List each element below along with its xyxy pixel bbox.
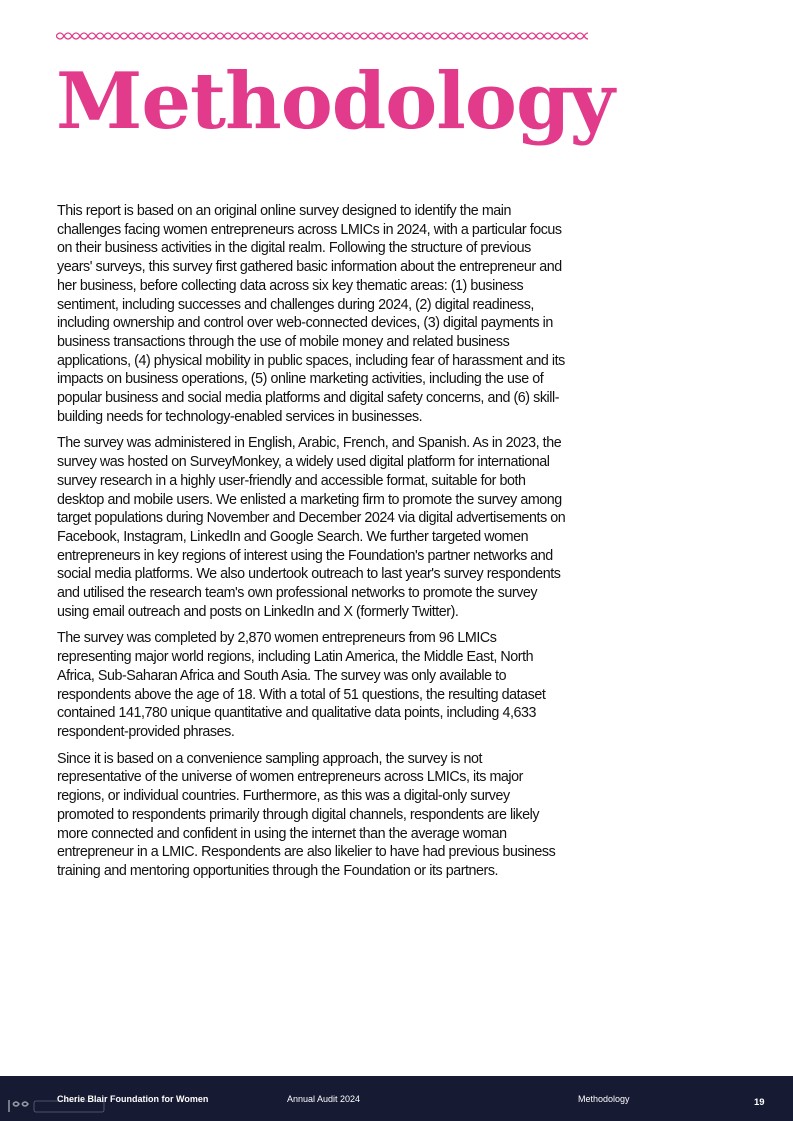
page-title: Methodology [56,56,614,147]
body-text [57,202,569,889]
footer-organization: Cherie Blair Foundation for Women [57,1094,209,1104]
decorative-wave-line [56,28,588,44]
footer-section-name: Methodology [578,1094,630,1104]
page-footer [0,1076,793,1121]
paragraph-limitations: Since it is based on a convenience sampling approach, the survey is not representative of the universe of women entrepreneurs across LMICs, its major regions, or individual countries. Furthermore, as this was a digital-only survey promoted to respondents primarily through digital channels, respondents are likely more connected and confident in using the internet than the average woman entrepreneur in a LMIC. Respondents are also likelier to have had previous business training and mentoring opportunities through the Foundation or its partners. [57,750,556,879]
paragraph-survey-design: This report is based on an original online survey designed to identify the main challenges facing women entrepreneurs across LMICs in 2024, with a particular focus on their business activities in the digital realm. Following the structure of previous years' surveys, this survey first gathered basic information about the entrepreneur and her business, before collecting data across six key thematic areas: (1) business sentiment, including successes and challenges during 2024, (2) digital readiness, including ownership and control over web-connected devices, (3) digital payments in business transactions through the use of mobile money and related business applications, (4) physical mobility in public spaces, including fear of harassment and its impacts on business operations, (5) online marketing activities, including the use of popular business and social media platforms and digital safety concerns, and (6) skill-building needs for technology-enabled services in businesses. [57,203,565,425]
paragraph-administration: The survey was administered in English, Arabic, French, and Spanish. As in 2023, the survey was hosted on SurveyMonkey, a widely used digital platform for international survey research in a highly user-friendly and accessible format, suitable for both desktop and mobile users. We enlisted a marketing firm to promote the survey among target populations during November and December 2024 via digital advertisements on Facebook, Instagram, LinkedIn and Google Search. We further targeted women entrepreneurs in key regions of interest using the Foundation's partner networks and social media platforms. We also undertook outreach to last year's survey respondents and utilised the research team's own professional networks to promote the survey using email outreach and posts on LinkedIn and X (formerly Twitter). [57,435,566,620]
footer-report-title: Annual Audit 2024 [287,1094,361,1104]
paragraph-sample: The survey was completed by 2,870 women entrepreneurs from 96 LMICs representing major world regions, including Latin America, the Middle East, North Africa, Sub-Saharan Africa and South Asia. The survey was only available to respondents above the age of 18. With a total of 51 questions, the resulting dataset contained 141,780 unique quantitative and qualitative data points, including 4,633 respondent-provided phrases. [57,630,546,740]
page-number: 19 [754,1097,765,1108]
